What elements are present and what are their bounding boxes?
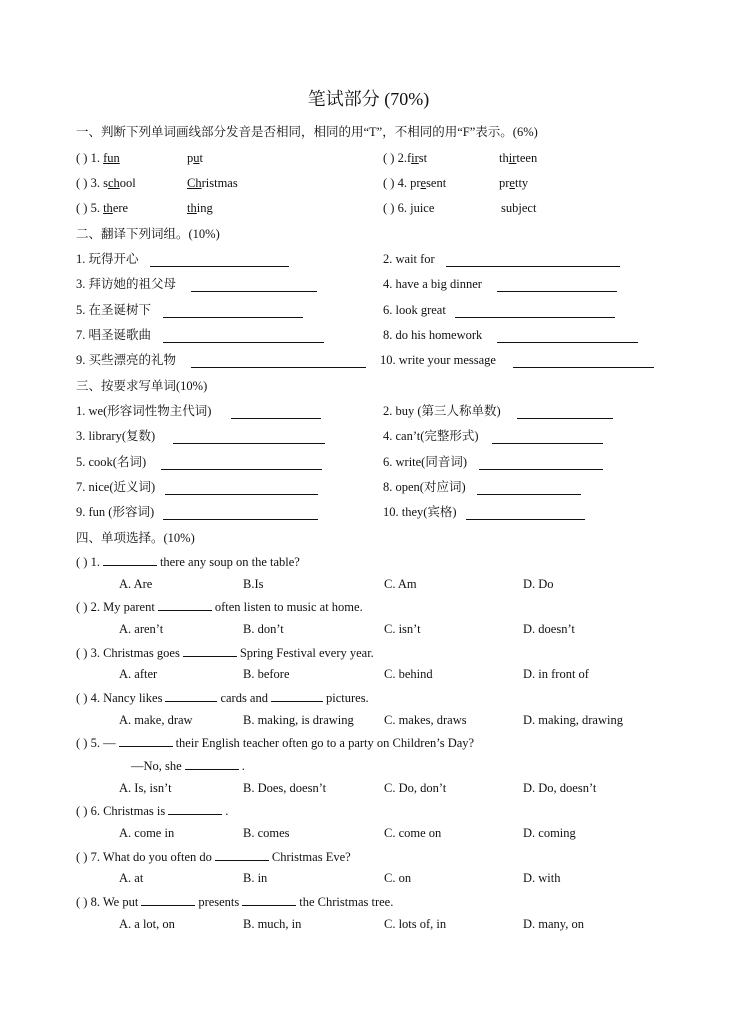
answer-line[interactable] xyxy=(165,494,318,495)
answer-paren[interactable]: ( ) xyxy=(76,804,88,818)
question-text: cards and xyxy=(220,691,268,705)
answer-blank[interactable] xyxy=(183,645,237,657)
word-item-6: 6. write(同音词) xyxy=(383,455,468,469)
answer-blank[interactable] xyxy=(242,894,296,906)
mc-question-8 xyxy=(76,894,393,910)
question-text: there any soup on the table? xyxy=(159,555,300,569)
question-number: 7. xyxy=(90,850,100,864)
mc-6-option-a[interactable]: A. come in xyxy=(119,826,175,840)
pron-item-3 xyxy=(76,176,136,191)
answer-blank[interactable] xyxy=(215,849,269,861)
page-title: 笔试部分 (70%) xyxy=(307,89,430,109)
question-number: 1. xyxy=(90,555,100,569)
answer-paren[interactable]: ( ) xyxy=(76,646,88,660)
question-text: Christmas Eve? xyxy=(271,850,351,864)
pron-item-2 xyxy=(383,151,427,166)
question-text: the Christmas tree. xyxy=(299,895,394,909)
mc-3-option-b[interactable]: B. before xyxy=(243,667,290,681)
mc-8-option-d[interactable]: D. many, on xyxy=(523,917,584,931)
mc-2-option-b[interactable]: B. don’t xyxy=(243,622,284,636)
word-item-9: 9. fun (形容词) xyxy=(76,505,155,519)
answer-line[interactable] xyxy=(150,266,289,267)
pron-item-4 xyxy=(383,176,446,191)
mc-question-3 xyxy=(76,645,374,661)
answer-blank[interactable] xyxy=(103,554,157,566)
question-text: pictures. xyxy=(325,691,369,705)
mc-6-option-b[interactable]: B. comes xyxy=(243,826,290,840)
answer-blank[interactable] xyxy=(141,894,195,906)
answer-line[interactable] xyxy=(517,418,613,419)
mc-1-option-a[interactable]: A. Are xyxy=(119,577,153,591)
word-item-7: 7. nice(近义词) xyxy=(76,480,156,494)
answer-line[interactable] xyxy=(497,291,617,292)
item-number: 5. xyxy=(90,201,100,215)
word-item-5: 5. cook(名词) xyxy=(76,455,147,469)
answer-line[interactable] xyxy=(191,291,317,292)
mc-2-option-c[interactable]: C. isn’t xyxy=(384,622,421,636)
question-number: 6. xyxy=(90,804,100,818)
question-number: 8. xyxy=(90,895,100,909)
mc-7-option-c[interactable]: C. on xyxy=(384,871,412,885)
answer-blank[interactable] xyxy=(185,758,239,770)
mc-question-1 xyxy=(76,554,300,570)
mc-question-4 xyxy=(76,690,369,706)
answer-line[interactable] xyxy=(455,317,615,318)
pron-item-5-word-2: thing xyxy=(187,201,213,215)
section-4-heading: 四、单项选择。(10%) xyxy=(76,531,195,545)
question-text: Christmas goes xyxy=(103,646,180,660)
mc-6-option-d[interactable]: D. coming xyxy=(523,826,576,840)
mc-question-2 xyxy=(76,599,363,615)
mc-3-option-a[interactable]: A. after xyxy=(119,667,158,681)
answer-line[interactable] xyxy=(231,418,321,419)
answer-paren[interactable]: ( ) xyxy=(76,691,88,705)
answer-line[interactable] xyxy=(163,519,318,520)
pron-item-5 xyxy=(76,201,128,216)
question-number: 5. xyxy=(90,736,100,750)
section-2-heading: 二、翻译下列词组。(10%) xyxy=(76,227,220,241)
mc-7-option-b[interactable]: B. in xyxy=(243,871,268,885)
section-1-heading: 一、判断下列单词画线部分发音是否相同，相同的用“T”，不相同的用“F”表示。(6%) xyxy=(76,125,538,139)
word-1: juice xyxy=(410,201,435,215)
question-number: 4. xyxy=(90,691,100,705)
pron-item-3-word-2: Christmas xyxy=(187,176,238,190)
mc-7-option-a[interactable]: A. at xyxy=(119,871,144,885)
question-text: Spring Festival every year. xyxy=(239,646,374,660)
question-text: — xyxy=(103,736,116,750)
mc-5-option-a[interactable]: A. Is, isn’t xyxy=(119,781,172,795)
mc-6-option-c[interactable]: C. come on xyxy=(384,826,442,840)
answer-paren[interactable]: ( ) xyxy=(76,736,88,750)
mc-1-option-b[interactable]: B.Is xyxy=(243,577,264,591)
mc-8-option-a[interactable]: A. a lot, on xyxy=(119,917,175,931)
mc-2-option-a[interactable]: A. aren’t xyxy=(119,622,164,636)
mc-4-option-c[interactable]: C. makes, draws xyxy=(384,713,467,727)
word-item-3: 3. library(复数) xyxy=(76,429,156,443)
answer-line[interactable] xyxy=(466,519,585,520)
answer-line[interactable] xyxy=(492,443,603,444)
mc-7-option-d[interactable]: D. with xyxy=(523,871,561,885)
answer-line[interactable] xyxy=(163,317,303,318)
word-1: first xyxy=(406,151,428,165)
mc-question-5-reply: —No, she . xyxy=(131,759,245,773)
answer-line[interactable] xyxy=(161,469,322,470)
answer-paren[interactable]: ( ) xyxy=(76,895,88,909)
mc-8-option-c[interactable]: C. lots of, in xyxy=(384,917,447,931)
mc-3-option-d[interactable]: D. in front of xyxy=(523,667,589,681)
question-text: their English teacher often go to a party on Children’s Day? xyxy=(175,736,475,750)
translate-item-5: 5. 在圣诞树下 xyxy=(76,303,152,317)
answer-blank[interactable] xyxy=(119,735,173,747)
item-number: 1. xyxy=(90,151,100,165)
question-number: 3. xyxy=(90,646,100,660)
answer-paren[interactable]: ( ) xyxy=(76,555,88,569)
mc-1-option-d[interactable]: D. Do xyxy=(523,577,554,591)
pron-item-2-word-2: thirteen xyxy=(499,151,538,165)
question-text: Christmas is xyxy=(103,804,166,818)
answer-blank[interactable] xyxy=(271,690,323,702)
pron-item-6 xyxy=(383,201,434,216)
mc-2-option-d[interactable]: D. doesn’t xyxy=(523,622,575,636)
answer-blank[interactable] xyxy=(158,599,212,611)
pron-item-6-word-2: subject xyxy=(501,201,537,215)
word-1: school xyxy=(103,176,136,190)
answer-line[interactable] xyxy=(497,342,638,343)
pron-item-1 xyxy=(76,151,120,166)
mc-4-option-d[interactable]: D. making, drawing xyxy=(523,713,623,727)
answer-line[interactable] xyxy=(479,469,603,470)
pron-item-1-word-2: put xyxy=(187,151,203,165)
question-text: presents xyxy=(198,895,240,909)
question-text: What do you often do xyxy=(102,850,212,864)
section-3-heading: 三、按要求写单词(10%) xyxy=(76,379,208,393)
answer-blank[interactable] xyxy=(168,803,222,815)
question-text: —No, she xyxy=(131,759,182,773)
pron-item-4-word-2: pretty xyxy=(499,176,529,190)
answer-line[interactable] xyxy=(191,367,366,368)
question-number: 2. xyxy=(90,600,100,614)
word-1: there xyxy=(103,201,129,215)
item-number: 2. xyxy=(397,151,407,165)
item-number: 6. xyxy=(397,201,407,215)
answer-line[interactable] xyxy=(163,342,324,343)
mc-5-option-b[interactable]: B. Does, doesn’t xyxy=(243,781,327,795)
answer-line[interactable] xyxy=(477,494,581,495)
translate-item-3: 3. 拜访她的祖父母 xyxy=(76,277,177,291)
translate-item-9: 9. 买些漂亮的礼物 xyxy=(76,353,177,367)
mc-question-7 xyxy=(76,849,351,865)
answer-line[interactable] xyxy=(513,367,654,368)
translate-item-1: 1. 玩得开心 xyxy=(76,252,139,266)
answer-paren[interactable]: ( ) xyxy=(383,201,395,215)
question-text: We put xyxy=(102,895,139,909)
answer-line[interactable] xyxy=(173,443,325,444)
word-item-2: 2. buy (第三人称单数) xyxy=(383,404,501,418)
translate-item-10: 10. write your message xyxy=(380,353,496,367)
answer-line[interactable] xyxy=(446,266,620,267)
translate-item-2: 2. wait for xyxy=(383,252,435,266)
mc-question-5 xyxy=(76,735,474,751)
word-1: fun xyxy=(103,151,120,165)
mc-1-option-c[interactable]: C. Am xyxy=(384,577,417,591)
word-item-10: 10. they(宾格) xyxy=(383,505,457,519)
item-number: 3. xyxy=(90,176,100,190)
answer-paren[interactable]: ( ) xyxy=(76,176,88,190)
word-1: present xyxy=(410,176,447,190)
question-text: My parent xyxy=(103,600,155,614)
translate-item-4: 4. have a big dinner xyxy=(383,277,482,291)
answer-paren[interactable]: ( ) xyxy=(76,201,88,215)
answer-paren[interactable]: ( ) xyxy=(76,600,88,614)
mc-question-6: ( ) 6. Christmas is . xyxy=(76,804,229,818)
mc-5-option-d[interactable]: D. Do, doesn’t xyxy=(523,781,597,795)
question-text: Nancy likes xyxy=(103,691,163,705)
translate-item-8: 8. do his homework xyxy=(383,328,483,342)
answer-paren[interactable]: ( ) xyxy=(383,176,395,190)
word-item-8: 8. open(对应词) xyxy=(383,480,466,494)
mc-8-option-b[interactable]: B. much, in xyxy=(243,917,302,931)
answer-paren[interactable]: ( ) xyxy=(76,850,88,864)
answer-paren[interactable]: ( ) xyxy=(76,151,88,165)
question-text: often listen to music at home. xyxy=(214,600,363,614)
item-number: 4. xyxy=(397,176,407,190)
mc-4-option-a[interactable]: A. make, draw xyxy=(119,713,193,727)
mc-3-option-c[interactable]: C. behind xyxy=(384,667,433,681)
translate-item-6: 6. look great xyxy=(383,303,446,317)
word-item-1: 1. we(形容词性物主代词) xyxy=(76,404,212,418)
answer-blank[interactable] xyxy=(165,690,217,702)
translate-item-7: 7. 唱圣诞歌曲 xyxy=(76,328,152,342)
mc-5-option-c[interactable]: C. Do, don’t xyxy=(384,781,447,795)
word-item-4: 4. can’t(完整形式) xyxy=(383,429,479,443)
answer-paren[interactable]: ( ) xyxy=(383,151,395,165)
mc-4-option-b[interactable]: B. making, is drawing xyxy=(243,713,354,727)
